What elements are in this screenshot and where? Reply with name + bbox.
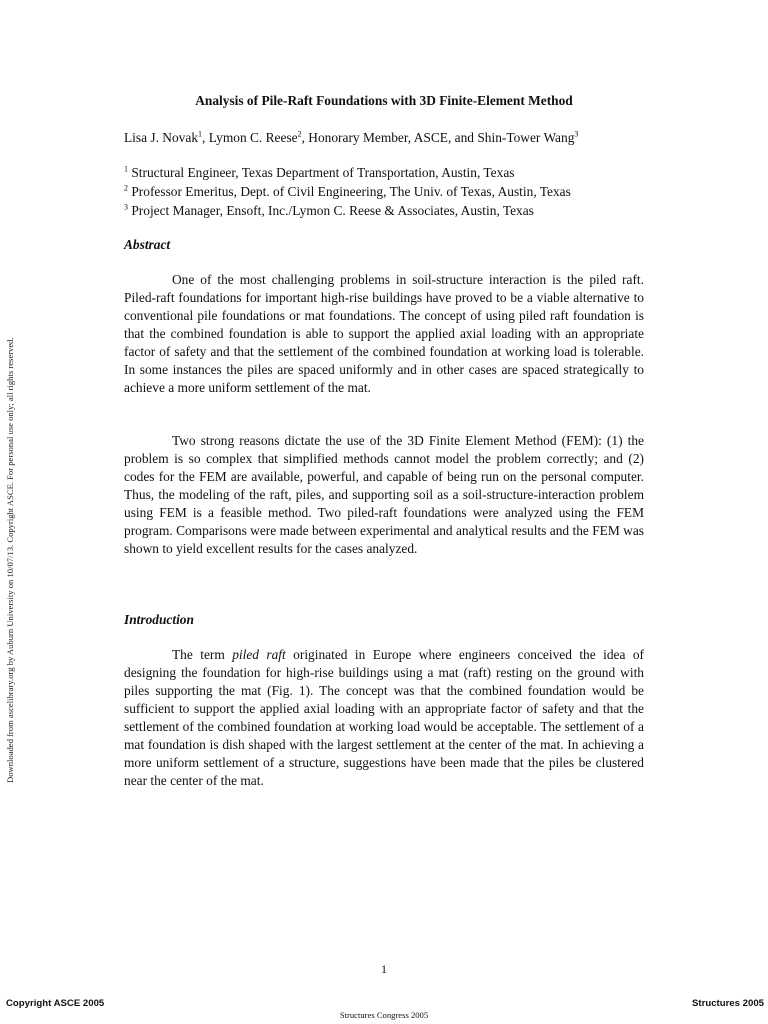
affiliation-3: $^3$ Project Manager, Ensoft, Inc./Lymon C. Reese & Associates, Austin, Texas	[124, 202, 534, 218]
footer-structures: Structures 2005	[692, 998, 764, 1009]
download-notice-text: Downloaded from ascelibrary.org by Auburn University on 10/07/13. Copyright ASCE. For personal use only; all rights reserved.	[5, 337, 15, 783]
download-notice	[3, 241, 17, 783]
author-3: , Honorary Member, ASCE, and Shin-Tower Wang	[301, 130, 575, 145]
affiliations	[124, 163, 654, 220]
author-1: Lisa J. Novak	[124, 130, 199, 145]
page-number: 1	[381, 962, 387, 976]
footer-copyright: Copyright ASCE 2005	[6, 998, 105, 1009]
author-1-sup: 1	[198, 129, 203, 139]
piled-raft-term: piled raft	[232, 647, 286, 662]
abstract-paragraph-2: Two strong reasons dictate the use of the 3D Finite Element Method (FEM): (1) the problem is so complex that simplified methods cannot model the problem correctly; and (2) codes for the FEM are available, powerful, and capable of being run on the personal computer. Thus, the modeling of the raft, piles, and supporting soil as a soil-structure-interaction problem using FEM is a feasible method. Two piled-raft foundations were analyzed using the FEM program. Comparisons were made between experimental and analytical results and the FEM was shown to yield excellent results for the cases analyzed.	[124, 433, 644, 556]
author-2: , Lymon C. Reese	[202, 130, 298, 145]
author-2-sup: 2	[297, 129, 302, 139]
introduction-heading: Introduction	[124, 612, 194, 627]
footer-congress: Structures Congress 2005	[339, 1010, 429, 1020]
abstract-paragraph-1: One of the most challenging problems in soil-structure interaction is the piled raft. Piled-raft foundations for important high-rise buildings have proved to be a viable alternative to conventional pile foundations or mat foundations. The concept of using piled raft foundation is that the combined foundation is able to support the applied axial loading with an appropriate factor of safety and that the settlement of the combined foundation at working load is tolerable. In some instances the piles are spaced uniformly and in other cases are spaced strategically to achieve a more uniform settlement of the mat.	[124, 272, 644, 395]
paper-title: Analysis of Pile-Raft Foundations with 3D Finite-Element Method	[195, 93, 573, 108]
author-line	[124, 129, 654, 146]
abstract-heading: Abstract	[124, 237, 171, 252]
author-3-sup: 3	[574, 129, 579, 139]
affiliation-2: $^2$ Professor Emeritus, Dept. of Civil Engineering, The Univ. of Texas, Austin, Texas	[124, 183, 571, 199]
introduction-paragraph-1: The term piled raft originated in Europe where engineers conceived the idea of designing the foundation for high-rise buildings using a mat (raft) resting on the ground with piles supporting the mat (Fig. 1). The concept was that the combined foundation would be sufficient to support the applied axial loading with an appropriate factor of safety and that the settlement of the combined foundation at working load would be acceptable. The settlement of a mat foundation is dish shaped with the largest settlement at the center of the mat. In achieving a more uniform settlement of a structure, suggestions have been made that the piles be clustered near the center of the mat.	[124, 647, 644, 788]
affiliation-1: $^1$ Structural Engineer, Texas Department of Transportation, Austin, Texas	[124, 164, 515, 180]
